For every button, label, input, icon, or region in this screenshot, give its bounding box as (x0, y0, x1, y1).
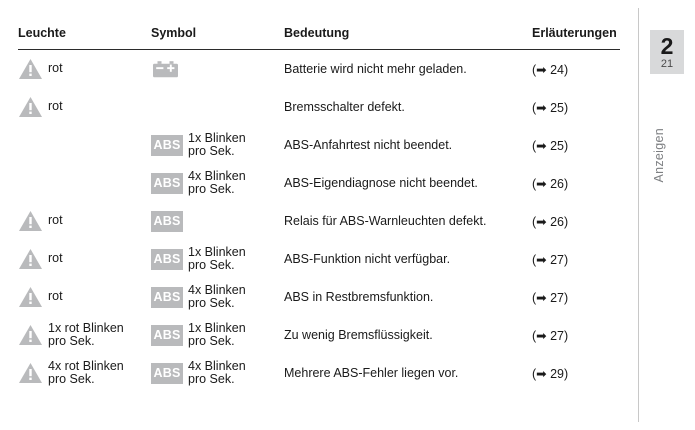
leuchte-content (18, 210, 151, 232)
cell-bedeutung: Batterie wird nicht mehr geladen. (284, 62, 467, 76)
abs-icon: ABS (151, 249, 183, 270)
cell-leuchte (18, 88, 151, 126)
table (18, 26, 620, 392)
abs-icon: ABS (151, 363, 183, 384)
leuchte-label: 1x rot Blinken pro Sek. (48, 320, 124, 348)
abs-icon: ABS (151, 135, 183, 156)
cell-erlaeuterung[interactable]: (➡ 24) (532, 62, 569, 77)
symbol-label: 1x Blinken pro Sek. (188, 320, 246, 348)
leuchte-content (18, 58, 151, 80)
cell-erlaeuterung[interactable]: (➡ 27) (532, 252, 569, 267)
table-row (18, 88, 620, 126)
cell-leuchte (18, 50, 151, 89)
cell-leuchte (18, 202, 151, 240)
cell-leuchte (18, 316, 151, 354)
table-body (18, 50, 620, 393)
cell-erlaeuterung[interactable]: (➡ 27) (532, 328, 569, 343)
chapter-side-tab (638, 0, 695, 430)
cell-bedeutung: ABS-Anfahrtest nicht beendet. (284, 138, 453, 152)
leuchte-content (18, 248, 151, 270)
table-row (18, 278, 620, 316)
abs-icon: ABS (151, 325, 183, 346)
cell-leuchte (18, 126, 151, 164)
column-header-erlaeuterungen: Erläuterungen (532, 26, 620, 50)
battery-icon (151, 59, 181, 80)
symbol-content (151, 246, 284, 273)
symbol-content (151, 322, 284, 349)
cell-bedeutung: Relais für ABS-Warnleuchten defekt. (284, 214, 487, 228)
table-row (18, 202, 620, 240)
warning-triangle-icon (18, 210, 43, 232)
cell-erlaeuterung[interactable]: (➡ 26) (532, 214, 569, 229)
warning-triangle-icon (18, 324, 43, 346)
cell-erlaeuterung[interactable]: (➡ 27) (532, 290, 569, 305)
symbol-label: 1x Blinken pro Sek. (188, 130, 246, 158)
leuchte-label: 4x rot Blinken pro Sek. (48, 358, 124, 386)
table-row (18, 164, 620, 202)
table-header-row (18, 26, 620, 50)
leuchte-label: rot (48, 99, 63, 114)
column-header-symbol: Symbol (151, 26, 284, 50)
table-row (18, 50, 620, 89)
symbol-content (151, 360, 284, 387)
cell-leuchte (18, 164, 151, 202)
cell-leuchte (18, 240, 151, 278)
cell-symbol (151, 354, 284, 392)
table-row (18, 354, 620, 392)
symbol-content (151, 132, 284, 159)
cell-symbol (151, 240, 284, 278)
cell-bedeutung: ABS-Funktion nicht verfügbar. (284, 252, 451, 266)
cell-symbol (151, 164, 284, 202)
column-header-bedeutung: Bedeutung (284, 26, 532, 50)
leuchte-content (18, 286, 151, 308)
side-tab-divider (638, 8, 639, 422)
leuchte-label: rot (48, 289, 63, 304)
cell-symbol (151, 316, 284, 354)
page-number: 21 (660, 58, 674, 70)
cell-bedeutung: Bremsschalter defekt. (284, 100, 405, 114)
symbol-content (151, 211, 284, 232)
warning-triangle-icon (18, 58, 43, 80)
cell-symbol (151, 88, 284, 126)
symbol-content (151, 170, 284, 197)
symbol-content (151, 284, 284, 311)
table-row (18, 126, 620, 164)
symbol-label: 4x Blinken pro Sek. (188, 168, 246, 196)
leuchte-content (18, 322, 151, 349)
leuchte-label: rot (48, 251, 63, 266)
symbol-content (151, 59, 284, 80)
cell-symbol (151, 126, 284, 164)
symbol-label: 4x Blinken pro Sek. (188, 358, 246, 386)
table-row (18, 240, 620, 278)
column-header-leuchte: Leuchte (18, 26, 151, 50)
symbol-label: 1x Blinken pro Sek. (188, 244, 246, 272)
leuchte-label: rot (48, 213, 63, 228)
warning-lights-table (18, 26, 620, 392)
cell-leuchte (18, 278, 151, 316)
abs-icon: ABS (151, 287, 183, 308)
cell-symbol (151, 50, 284, 89)
cell-erlaeuterung[interactable]: (➡ 26) (532, 176, 569, 191)
warning-triangle-icon (18, 362, 43, 384)
warning-triangle-icon (18, 96, 43, 118)
cell-bedeutung: Zu wenig Bremsflüssigkeit. (284, 328, 433, 342)
cell-symbol (151, 202, 284, 240)
symbol-label: 4x Blinken pro Sek. (188, 282, 246, 310)
cell-bedeutung: ABS in Restbremsfunktion. (284, 290, 434, 304)
cell-bedeutung: ABS-Eigendiagnose nicht beendet. (284, 176, 478, 190)
warning-triangle-icon (18, 248, 43, 270)
chapter-number: 2 (660, 33, 674, 59)
warning-triangle-icon (18, 286, 43, 308)
leuchte-content (18, 96, 151, 118)
cell-erlaeuterung[interactable]: (➡ 25) (532, 138, 569, 153)
leuchte-content (18, 360, 151, 387)
chapter-marker (650, 30, 684, 74)
cell-erlaeuterung[interactable]: (➡ 29) (532, 366, 569, 381)
cell-bedeutung: Mehrere ABS-Fehler liegen vor. (284, 366, 459, 380)
abs-icon: ABS (151, 211, 183, 232)
table-row (18, 316, 620, 354)
section-label: Anzeigen (652, 128, 666, 183)
abs-icon: ABS (151, 173, 183, 194)
cell-symbol (151, 278, 284, 316)
leuchte-label: rot (48, 61, 63, 76)
cell-leuchte (18, 354, 151, 392)
cell-erlaeuterung[interactable]: (➡ 25) (532, 100, 569, 115)
